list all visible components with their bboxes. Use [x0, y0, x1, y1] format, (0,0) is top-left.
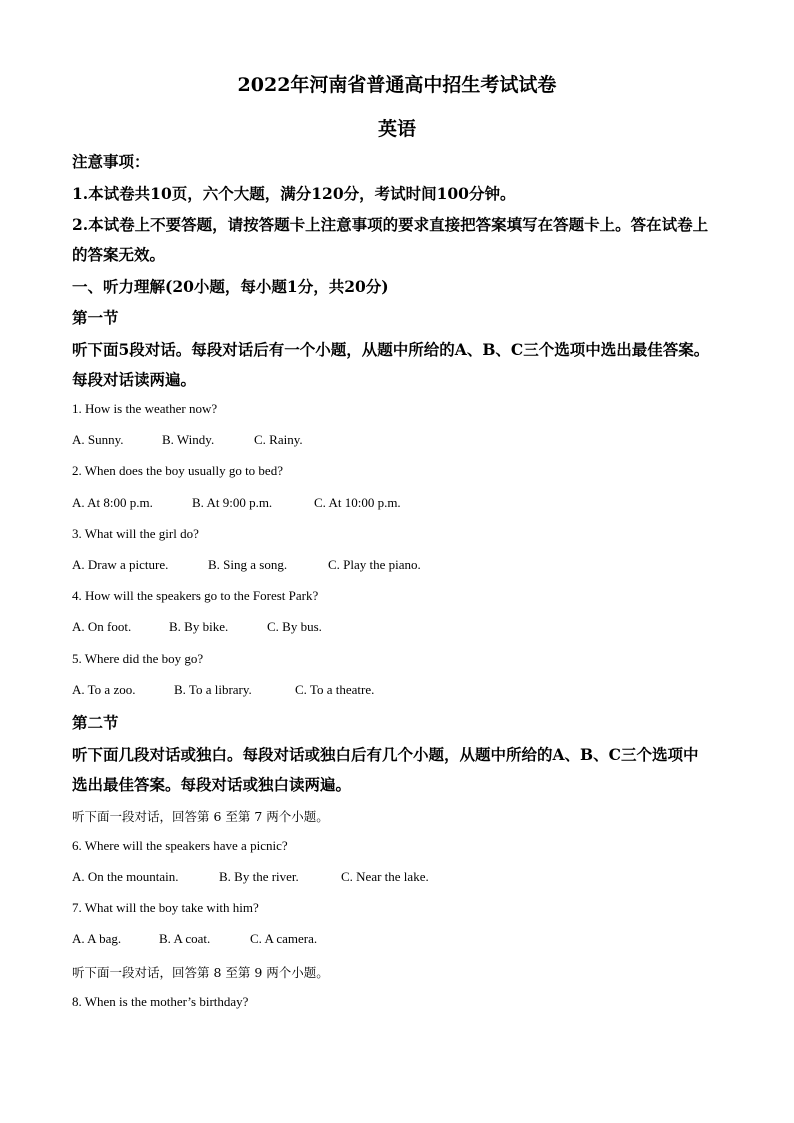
notice-item-1: 1.本试卷共10页，六个大题，满分120分，考试时间100分钟。: [72, 184, 516, 203]
question-1-options: [72, 432, 303, 448]
option-c: C. At 10:00 p.m.: [314, 495, 401, 510]
option-b: B. By the river.: [219, 869, 299, 884]
question-3: 3. What will the girl do?: [72, 526, 199, 541]
option-a: A. On the mountain.: [72, 869, 179, 884]
subject-title: 英语: [377, 118, 416, 140]
option-b: B. By bike.: [169, 619, 229, 634]
dialog-2-intro: 听下面一段对话，回答第 8 至第 9 两个小题。: [72, 965, 329, 980]
section2-heading: 第二节: [72, 713, 119, 732]
question-5-options: [72, 682, 374, 698]
notice-heading: 注意事项：: [72, 152, 150, 171]
question-2-options: [72, 495, 401, 511]
notice-item-2-line-2: 的答案无效。: [72, 245, 166, 264]
question-4-options: [72, 619, 322, 635]
part1-heading: 一、听力理解(20小题，每小题1分，共20分): [72, 277, 389, 296]
dialog-1-intro: 听下面一段对话，回答第 6 至第 7 两个小题。: [72, 809, 329, 824]
section2-instruction-line-1: 听下面几段对话或独白。每段对话或独白后有几个小题，从题中所给的A、B、C三个选项中: [72, 745, 699, 764]
section1-instruction-line-2: 每段对话读两遍。: [72, 370, 197, 389]
option-c: C. A camera.: [250, 931, 318, 946]
option-c: C. Near the lake.: [341, 869, 429, 884]
question-4: 4. How will the speakers go to the Forest Park?: [72, 588, 319, 603]
section1-heading: 第一节: [72, 308, 119, 327]
option-a: A. Sunny.: [72, 432, 124, 447]
question-7: 7. What will the boy take with him?: [72, 900, 259, 915]
option-c: C. To a theatre.: [295, 682, 375, 697]
section1-instruction-line-1: 听下面5段对话。每段对话后有一个小题，从题中所给的A、B、C三个选项中选出最佳答案。: [72, 340, 710, 359]
question-2: 2. When does the boy usually go to bed?: [72, 463, 283, 478]
option-c: C. Rainy.: [254, 432, 303, 447]
question-3-options: [72, 557, 421, 573]
question-7-options: [72, 931, 317, 947]
option-a: A. Draw a picture.: [72, 557, 169, 572]
option-a: A. To a zoo.: [72, 682, 136, 697]
section2-instruction-line-2: 选出最佳答案。每段对话或独白读两遍。: [72, 775, 352, 794]
option-a: A. At 8:00 p.m.: [72, 495, 153, 510]
option-b: B. Sing a song.: [208, 557, 288, 572]
option-b: B. A coat.: [159, 931, 211, 946]
option-a: A. A bag.: [72, 931, 122, 946]
exam-title: 2022年河南省普通高中招生考试试卷: [237, 74, 557, 96]
question-5: 5. Where did the boy go?: [72, 651, 204, 666]
option-c: C. Play the piano.: [328, 557, 421, 572]
option-a: A. On foot.: [72, 619, 132, 634]
option-b: B. To a library.: [174, 682, 252, 697]
question-8: 8. When is the mother’s birthday?: [72, 994, 249, 1009]
question-6-options: [72, 869, 429, 885]
option-b: B. Windy.: [162, 432, 215, 447]
notice-item-2-line-1: 2.本试卷上不要答题，请按答题卡上注意事项的要求直接把答案填写在答题卡上。答在试卷上: [72, 215, 709, 234]
question-6: 6. Where will the speakers have a picnic?: [72, 838, 288, 853]
option-b: B. At 9:00 p.m.: [192, 495, 273, 510]
question-1: 1. How is the weather now?: [72, 401, 218, 416]
option-c: C. By bus.: [267, 619, 322, 634]
